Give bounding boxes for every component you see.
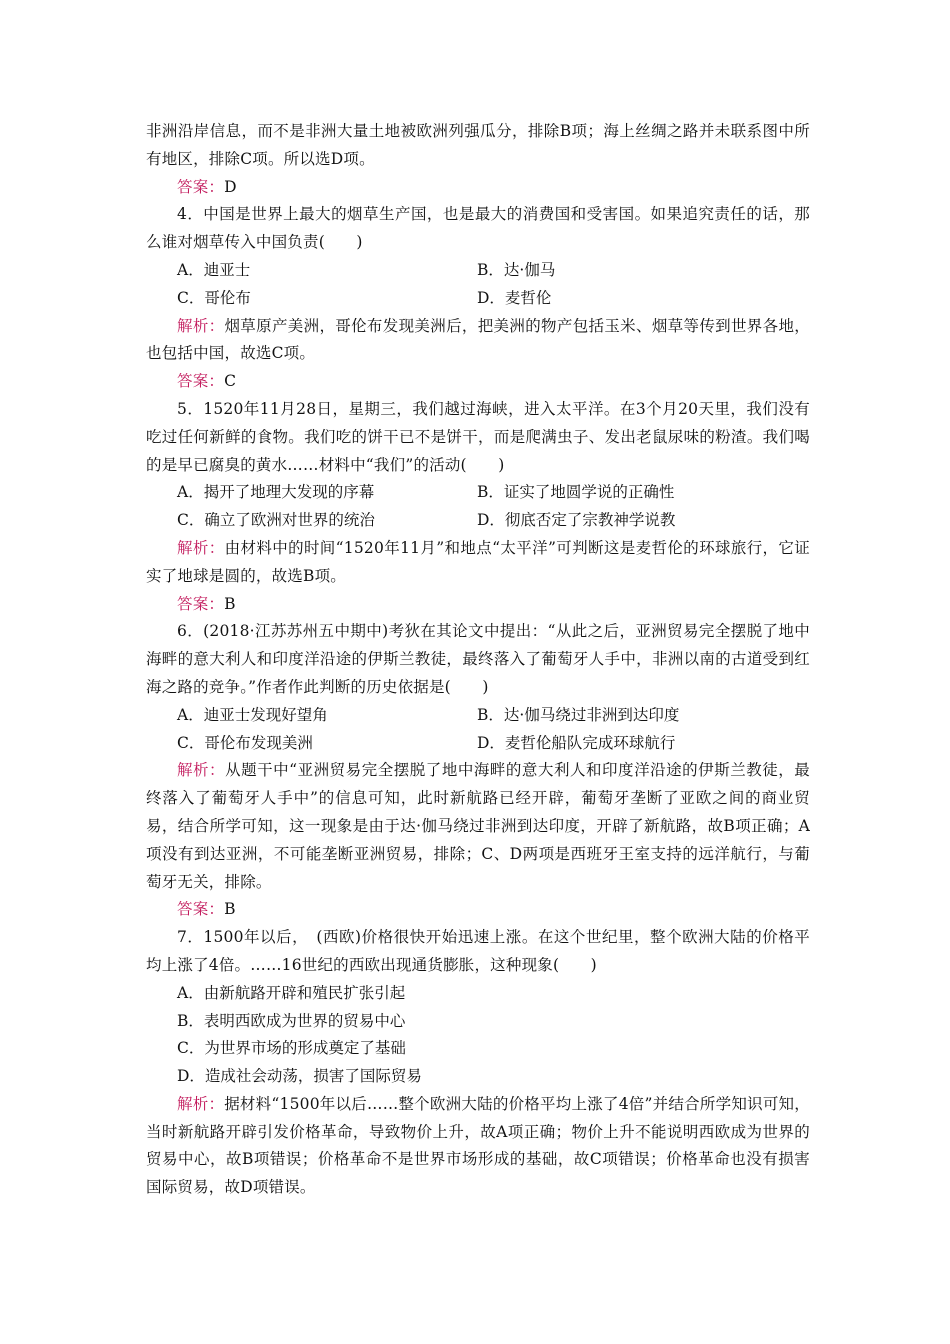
intro-analysis-text: 非洲沿岸信息，而不是非洲大量土地被欧洲列强瓜分，排除B项；海上丝绸之路并未联系图中所有地区，排除C项。所以选D项。	[146, 122, 810, 168]
q4-analysis	[146, 313, 810, 369]
q5-option-b: B．证实了地圆学说的正确性	[477, 483, 675, 502]
q5-option-a: A．揭开了地理大发现的序幕	[177, 483, 375, 502]
q7-stem: 7．1500年以后， (西欧)价格很快开始迅速上涨。在这个世纪里，整个欧洲大陆的价格平均上涨了4倍。……16世纪的西欧出现通货膨胀，这种现象( )	[146, 928, 810, 974]
q4-options-row-1	[146, 257, 810, 285]
answer-value: C	[224, 372, 237, 391]
q5-option-d: D．彻底否定了宗教神学说教	[477, 511, 676, 530]
answer-value: D	[224, 177, 237, 196]
q5-stem: 5．1520年11月28日，星期三，我们越过海峡，进入太平洋。在3个月20天里，我们没有吃过任何新鲜的食物。我们吃的饼干已不是饼干，而是爬满虫子、发出老鼠尿味的粉渣。我们喝的是早已腐臭的黄水……材料中“我们”的活动( )	[146, 399, 810, 474]
answer-value: B	[224, 900, 236, 919]
q4-option-a: A．迪亚士	[177, 260, 251, 279]
analysis-text: 由材料中的时间“1520年11月”和地点“太平洋”可判断这是麦哲伦的环球旅行，它证实了地球是圆的，故选B项。	[146, 538, 810, 585]
q6-option-c: C．哥伦布发现美洲	[177, 733, 313, 752]
q7-option-a: A．由新航路开辟和殖民扩张引起	[177, 983, 406, 1002]
q4-option-b: B．达·伽马	[477, 260, 556, 279]
answer-label: 答案：	[177, 177, 225, 196]
q7-option-c: C．为世界市场的形成奠定了基础	[177, 1039, 406, 1058]
analysis-text: 从题干中“亚洲贸易完全摆脱了地中海畔的意大利人和印度洋沿途的伊斯兰教徒，最终落入了葡萄牙人手中”的信息可知，此时新航路已经开辟，葡萄牙垄断了亚欧之间的商业贸易，结合所学可知，这一现象是由于达·伽马绕过非洲到达印度，开辟了新航路，故B项正确；A项没有到达亚洲，不可能垄断亚洲贸易，排除；C、D两项是西班牙王室支持的远洋航行，与葡萄牙无关，排除。	[146, 761, 811, 891]
q7-option-b: B．表明西欧成为世界的贸易中心	[177, 1011, 406, 1030]
q6-option-b: B．达·伽马绕过非洲到达印度	[477, 705, 680, 724]
analysis-text: 烟草原产美洲，哥伦布发现美洲后，把美洲的物产包括玉米、烟草等传到世界各地，也包括中国，故选C项。	[146, 316, 810, 363]
q5-options-row-1	[146, 479, 810, 507]
analysis-label: 解析：	[177, 538, 225, 557]
q4-option-c: C．哥伦布	[177, 288, 251, 307]
q4-options-row-2	[146, 285, 810, 313]
analysis-label: 解析：	[177, 761, 226, 780]
q6-options-row-2	[146, 730, 810, 758]
q6-options-row-1	[146, 702, 810, 730]
q4-option-d: D．麦哲伦	[477, 288, 552, 307]
q6-option-d: D．麦哲伦船队完成环球航行	[477, 733, 676, 752]
analysis-label: 解析：	[177, 316, 225, 335]
q5-option-c: C．确立了欧洲对世界的统治	[177, 511, 375, 530]
answer-label: 答案：	[177, 594, 225, 613]
answer-value: B	[224, 594, 236, 613]
q6-option-a: A．迪亚士发现好望角	[177, 705, 328, 724]
answer-label: 答案：	[177, 372, 225, 391]
q6-stem: 6．(2018·江苏苏州五中期中)考狄在其论文中提出：“从此之后，亚洲贸易完全摆脱了地中海畔的意大利人和印度洋沿途的伊斯兰教徒，最终落入了葡萄牙人手中，非洲以南的古道受到红海之路的竞争。”作者作此判断的历史依据是( )	[146, 622, 810, 696]
analysis-text: 据材料“1500年以后……整个欧洲大陆的价格平均上涨了4倍”并结合所学知识可知，当时新航路开辟引发价格革命，导致物价上升，故A项正确；物价上升不能说明西欧成为世界的贸易中心，故B项错误；价格革命不是世界市场形成的基础，故C项错误；价格革命也没有损害国际贸易，故D项错误。	[146, 1094, 810, 1197]
q6-analysis	[146, 757, 810, 896]
q5-answer	[146, 591, 810, 619]
intro-answer	[146, 174, 810, 202]
q4-stem: 4．中国是世界上最大的烟草生产国，也是最大的消费国和受害国。如果追究责任的话，那么谁对烟草传入中国负责( )	[146, 205, 810, 252]
q4-answer	[146, 368, 810, 396]
analysis-label: 解析：	[177, 1094, 225, 1113]
q7-option-d: D．造成社会动荡，损害了国际贸易	[177, 1067, 422, 1086]
q6-answer	[146, 896, 810, 924]
q5-analysis	[146, 535, 810, 591]
q7-analysis	[146, 1091, 810, 1202]
document-page	[146, 118, 810, 1202]
answer-label: 答案：	[177, 900, 225, 919]
q5-options-row-2	[146, 507, 810, 535]
